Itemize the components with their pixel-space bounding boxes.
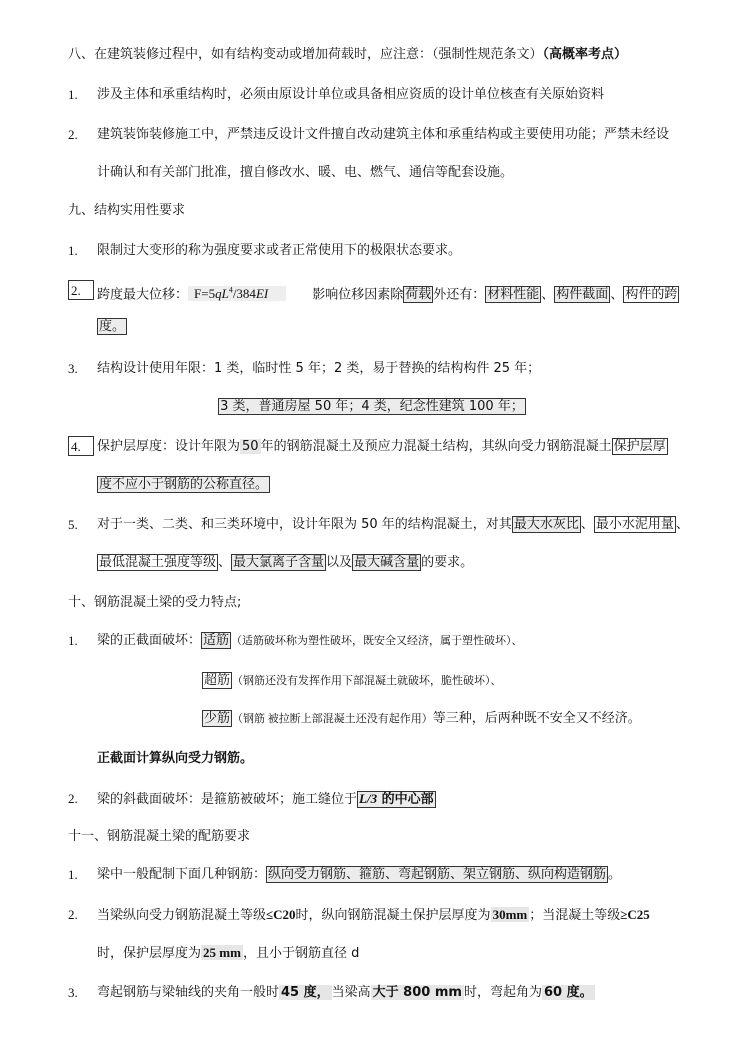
box-member-section: 构件截面 [556,287,609,303]
cover-25mm: 25 mm [203,945,241,960]
section-11-heading: 十一、钢筋混凝土梁的配筋要求 [68,829,251,844]
s10-item-1-number: 1. [68,633,78,648]
s9-item-3-text-line1: 结构设计使用年限：1 类，临时性 5 年；2 类，易于替换的结构构件 25 年； [97,361,541,376]
s9-item-2-number: 2. [68,280,94,300]
box-min-cement-content: 最小水泥用量 [595,517,674,532]
s9-item-4-number: 4. [68,436,94,456]
box-max-water-cement-ratio: 最大水灰比 [513,517,579,532]
s8-item-2-number: 2. [68,127,78,142]
section-8-heading-bold: （高概率考点） [542,47,628,62]
s10-item-2-number: 2. [68,791,78,806]
s11-item-3-number: 3. [68,985,78,1000]
box-member-span: 构件的跨 [625,287,678,303]
s11-item-1-number: 1. [68,867,78,882]
note-over: （钢筋还没有发挥作用下部混凝土就破坏，脆性破坏）、 [232,675,502,687]
normal-section-calc: 正截面计算纵向受力钢筋。 [97,751,254,766]
note-under: （钢筋 被拉断上部混凝土还没有起作用） [232,713,433,725]
box-member-span-end: 度。 [99,319,126,334]
cover-30mm: 30mm [492,907,528,922]
s8-item-1-text: 涉及主体和承重结构时，必须由原设计单位或具备相应资质的设计单位核查有关原始资料 [97,87,605,102]
angle-60: 60 度。 [543,985,593,1000]
s9-item-3-text-line2: 3 类，普通房屋 50 年；4 类，纪念性建筑 100 年； [220,399,524,414]
s8-item-1-number: 1. [68,87,78,102]
box-max-alkali: 最大碱含量 [354,555,420,570]
s11-item-2-number: 2. [68,907,78,922]
service-life-50: 50 [242,439,259,454]
beam-height-800: 大于 800 mm [372,985,462,1000]
note-balanced: （适筋破坏称为塑性破坏，既安全又经济，属于塑性破坏）、 [231,635,523,647]
grade-c20: ≤C20 [266,907,296,922]
s10-item-1-tail: 等三种，后两种既不安全又不经济。 [432,711,641,726]
box-cover-thickness-rule: 度不应小于钢筋的公称直径。 [99,477,269,492]
s9-item-2-text-a: 影响位移因素除 [312,287,404,303]
s9-item-1-text: 限制过大变形的称为强度要求或者正常使用下的极限状态要求。 [97,243,462,258]
box-l3-center: L/3 的中心部 [359,791,434,807]
section-10-heading: 十、钢筋混凝土梁的受力特点; [68,595,242,610]
section-8-heading: 八、在建筑装修过程中，如有结构变动或增加荷载时，应注意：（强制性规范条文） [68,47,543,62]
box-min-concrete-grade: 最低混凝土强度等级 [99,555,217,570]
s9-item-3-number: 3. [68,361,78,376]
box-rebar-types: 纵向受力钢筋、箍筋、弯起钢筋、架立钢筋、纵向构造钢筋 [268,867,607,882]
box-under-reinforced: 少筋 [204,711,231,726]
s8-item-2-text-line2: 计确认和有关部门批准，擅自修改水、暖、电、燃气、通信等配套设施。 [97,165,514,180]
s9-item-5-number: 5. [68,517,78,532]
box-material-property: 材料性能 [487,287,540,303]
box-over-reinforced: 超筋 [204,673,231,688]
s9-item-2-label: 跨度最大位移： [97,287,189,303]
angle-45: 45 度， [281,985,330,1000]
box-balanced-reinforced: 适筋 [203,633,230,648]
s8-item-2-text-line1: 建筑装饰装修施工中，严禁违反设计文件擅自改动建筑主体和承重结构或主要使用功能；严禁未经设 [97,127,670,142]
grade-c25: ≥C25 [620,907,650,922]
box-load: 荷载 [405,287,432,303]
deflection-formula: $F=5qL^4/384EI$ [188,286,286,301]
box-max-chloride: 最大氯离子含量 [233,555,325,570]
s9-item-1-number: 1. [68,243,78,258]
box-cover-thickness: 保护层厚 [613,439,666,454]
section-9-heading: 九、结构实用性要求 [68,203,186,218]
